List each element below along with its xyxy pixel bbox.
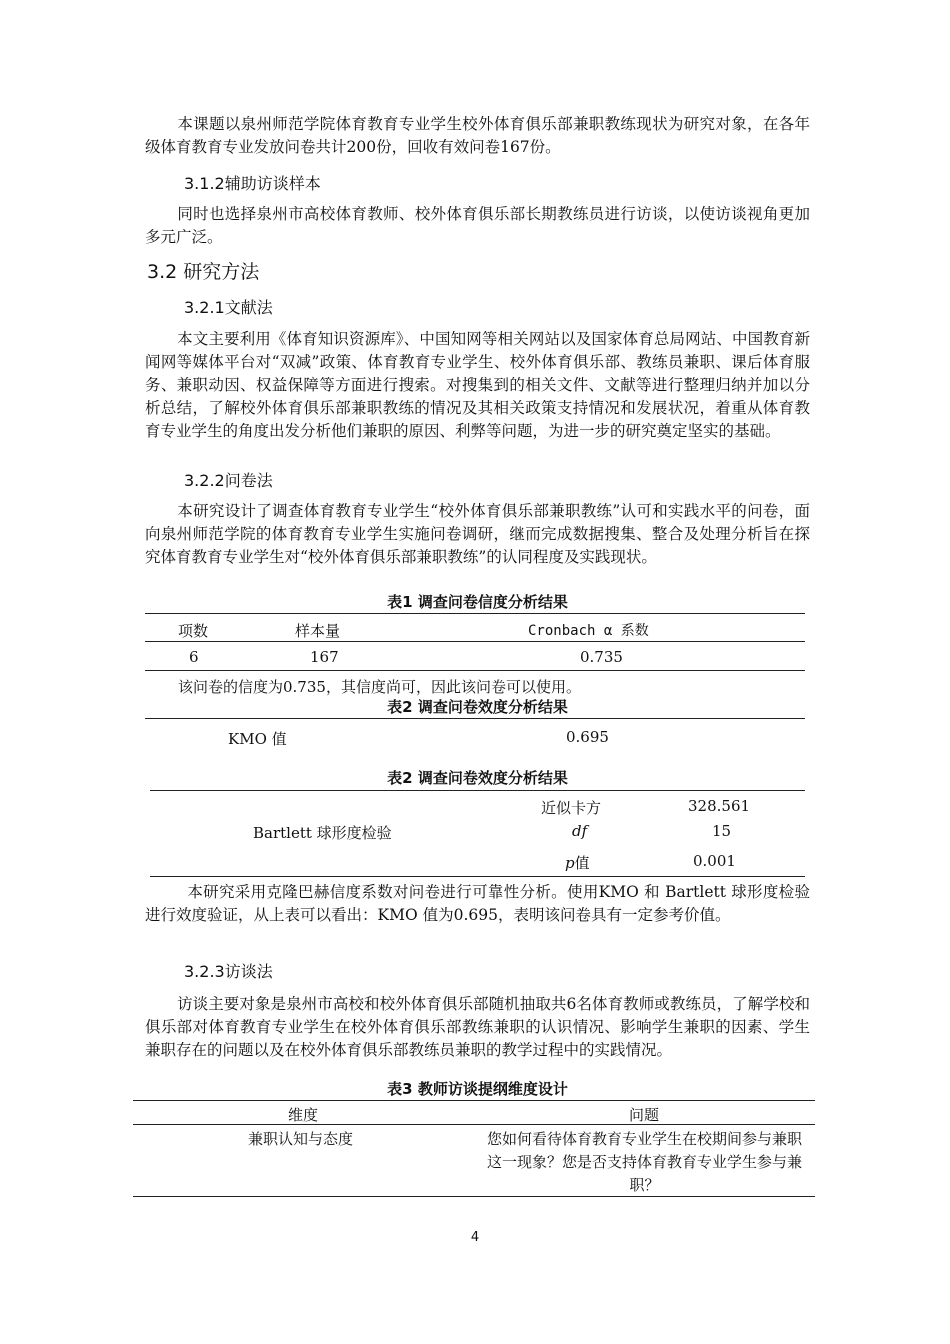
table3-header-dimension: 维度 [287,1106,318,1124]
page-number: 4 [470,1230,480,1245]
heading-3-2-3: 3.2.3访谈法 [184,962,273,981]
table3-top-rule [133,1100,815,1101]
heading-3-2-1: 3.2.1文献法 [184,298,273,317]
table1-header-items: 项数 [178,622,209,640]
paragraph-questionnaire-method: 本研究设计了调查体育教育专业学生“校外体育俱乐部兼职教练”认可和实践水平的问卷，面向泉州师范学院的体育教育专业学生实施问卷调研，继而完成数据搜集、整合及处理分析旨在探究体育教育专业学生对“校外体育俱乐部兼职教练”的认同程度及实践现状。 [145,502,810,566]
heading-3-1-2: 3.1.2辅助访谈样本 [184,174,321,193]
table3-header-question: 问题 [628,1106,659,1124]
table1-cell-sample: 167 [310,648,339,666]
table2b-top-rule [150,790,805,791]
table1-header-sample: 样本量 [295,622,341,640]
table3-bottom-rule [133,1196,815,1197]
table1-caption: 表1 调查问卷信度分析结果 [387,593,568,611]
table1-top-rule [145,613,805,614]
table2a-top-rule [145,718,805,719]
paragraph-interview-sample: 同时也选择泉州市高校体育教师、校外体育俱乐部长期教练员进行访谈，以使访谈视角更加多元广泛。 [145,205,810,246]
heading-3-2-2: 3.2.2问卷法 [184,471,273,490]
table2b-df-value: 15 [712,822,732,840]
table3-mid-rule [133,1124,815,1125]
table2b-caption: 表2 调查问卷效度分析结果 [387,769,568,787]
table2b-chi-square-value: 328.561 [688,797,751,815]
table2b-bottom-rule [150,876,805,877]
table2b-p-value: 0.001 [693,852,736,870]
table3-cell-question: 您如何看待体育教育专业学生在校期间参与兼职这一现象？您是否支持体育教育专业学生参与兼职？ [487,1130,803,1194]
table1-cell-alpha: 0.735 [580,648,623,666]
table1-cell-items: 6 [189,648,199,666]
table2a-caption: 表2 调查问卷效度分析结果 [387,698,568,716]
paragraph-literature-method: 本文主要利用《体育知识资源库》、中国知网等相关网站以及国家体育总局网站、中国教育新闻网等媒体平台对“双减”政策、体育教育专业学生、校外体育俱乐部、教练员兼职、课后体育服务、兼职动因、权益保障等方面进行搜索。对搜集到的相关文件、文献等进行整理归纳并加以分析总结，了解校外体育俱乐部兼职教练的情况及其相关政策支持情况和发展状况，着重从体育教育专业学生的角度出发分析他们兼职的原因、利弊等问题，为进一步的研究奠定坚实的基础。 [145,330,810,440]
table2a-kmo-label: KMO 值 [228,730,287,748]
table1-bottom-rule [145,670,805,671]
table2a-kmo-value: 0.695 [566,728,609,746]
table1-mid-rule [145,641,805,642]
paragraph-reliability-summary: 本研究采用克隆巴赫信度系数对问卷进行可靠性分析。使用KMO 和 Bartlett 球形度检验进行效度验证，从上表可以看出：KMO 值为0.695，表明该问卷具有一定参考价值。 [145,883,810,924]
paragraph-interview-method: 访谈主要对象是泉州市高校和校外体育俱乐部随机抽取共6名体育教师或教练员，了解学校和俱乐部对体育教育专业学生在校外体育俱乐部教练兼职的认识情况、影响学生兼职的因素、学生兼职存在的问题以及在校外体育俱乐部教练员兼职的教学过程中的实践情况。 [145,995,810,1059]
table2b-p-label: p值 [565,854,590,872]
paragraph-research-subject: 本课题以泉州师范学院体育教育专业学生校外体育俱乐部兼职教练现状为研究对象，在各年级体育教育专业发放问卷共计200份，回收有效问卷167份。 [145,115,810,156]
table3-cell-dimension: 兼职认知与态度 [248,1130,354,1148]
table2b-df-label: df [572,822,588,840]
table3-caption: 表3 教师访谈提纲维度设计 [387,1080,568,1098]
table1-note: 该问卷的信度为0.735，其信度尚可，因此该问卷可以使用。 [178,678,581,696]
table2b-chi-square-label: 近似卡方 [541,799,602,817]
heading-3-2: 3.2 研究方法 [147,261,260,283]
table2b-test-name: Bartlett 球形度检验 [253,824,392,842]
table1-header-cronbach: Cronbach α 系数 [528,623,649,639]
